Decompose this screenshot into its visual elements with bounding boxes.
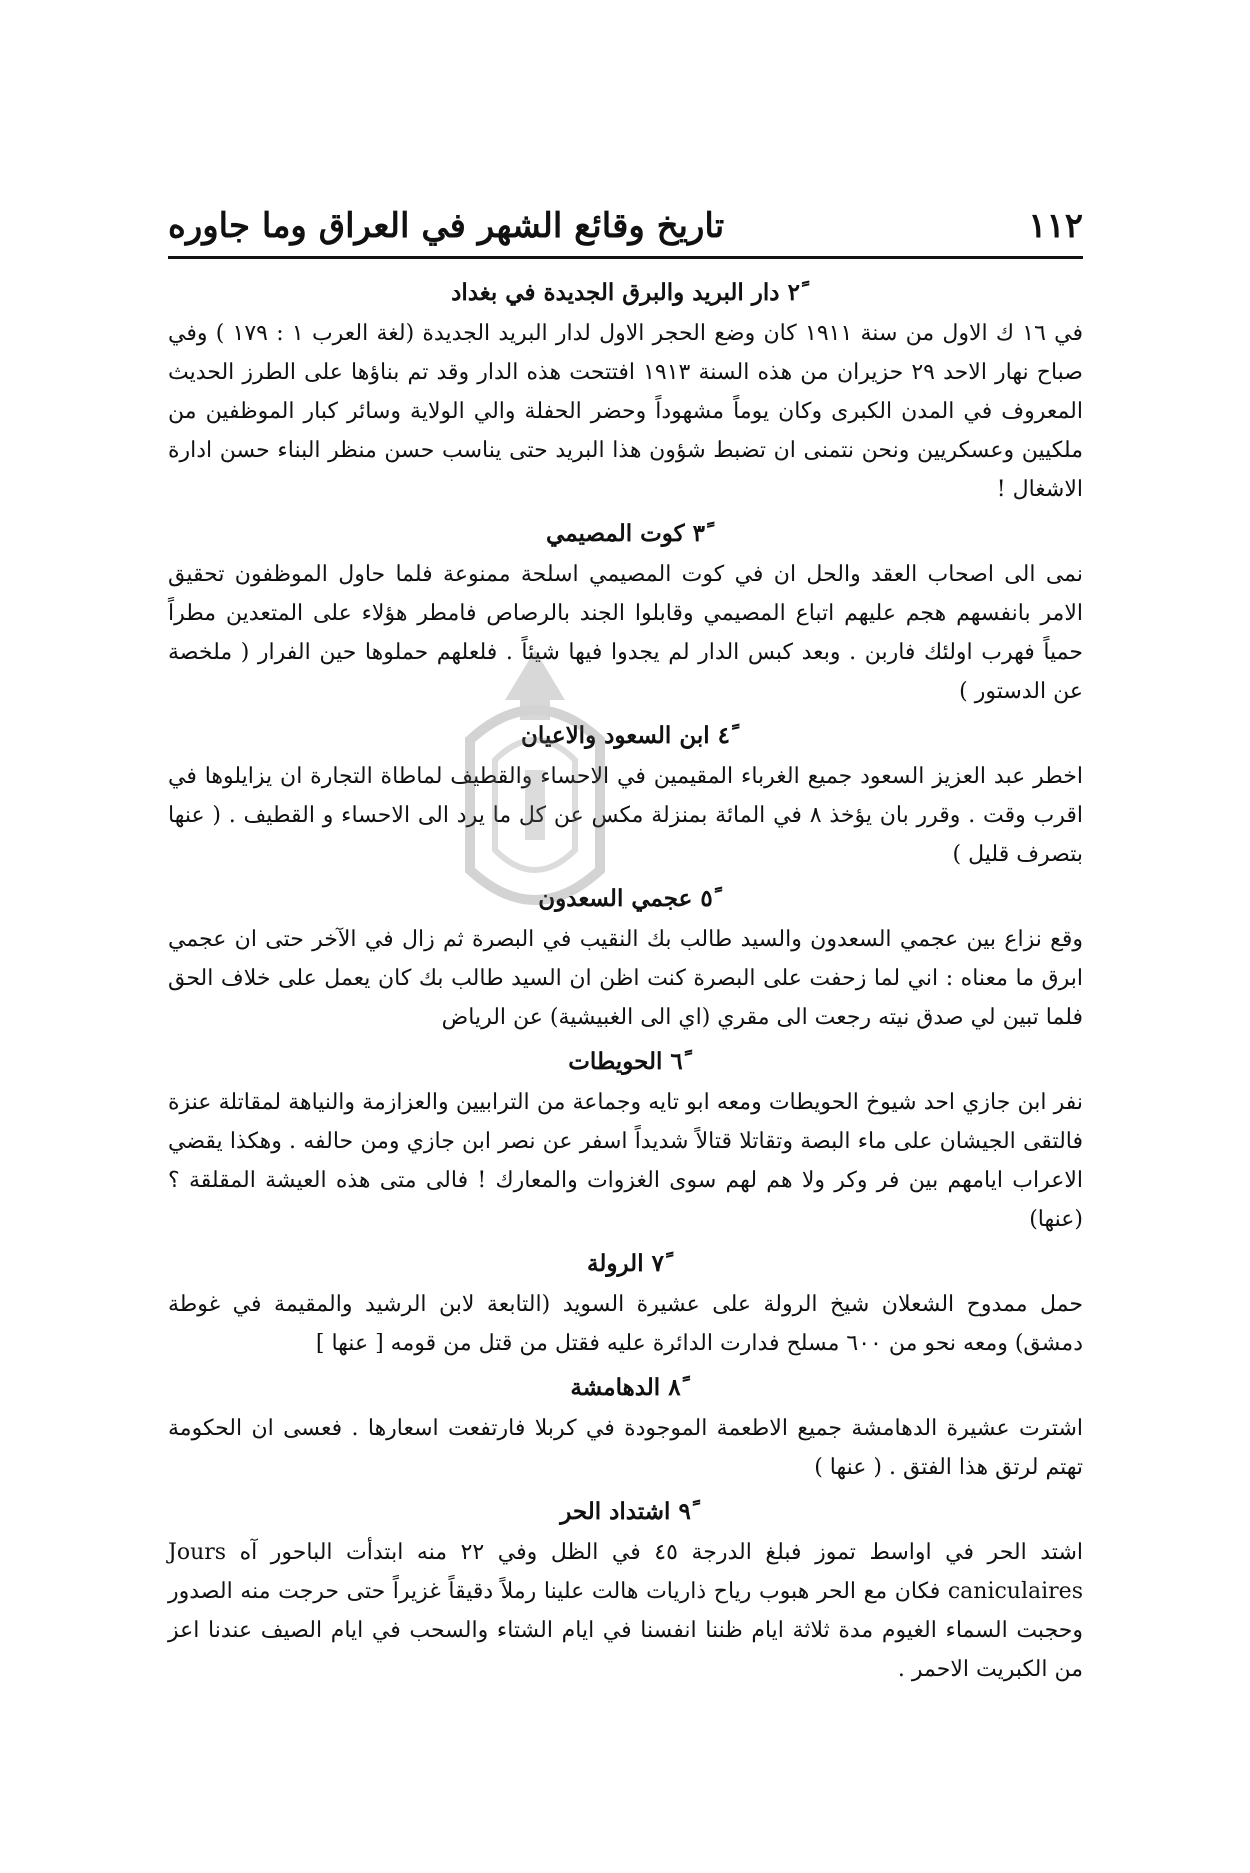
section-title: ٦ً الحويطات	[568, 1048, 683, 1075]
section-title: ٥ً عجمي السعدون	[538, 885, 713, 912]
section-paragraph: نفر ابن جازي احد شيوخ الحويطات ومعه ابو تايه وجماعة من الترابيين والعزازمة والنياهة لمقاتلة عنزة فالتقى الجيشان على ماء البصة وتقاتلا قتالاً شديداً اسفر عن نصر ابن جازي ومن حالفه . وهكذا يقضي الاعراب ايامهم بين فر وكر ولا هم لهم سوى الغزوات والمعارك ! فالى متى هذه العيشة المقلقة ؟ (عنها)	[168, 1090, 1083, 1232]
section-title: ٨ً الدهامشة	[570, 1374, 681, 1401]
section-paragraph: اشتد الحر في اواسط تموز فبلغ الدرجة ٤٥ في الظل وفي ٢٢ منه ابتدأت الباحور آه Jours caniculaires فكان مع الحر هبوب رياح ذاريات هالت علينا رملاً دقيقاً غزيراً حتى حرجت منه الصدور وحجبت السماء الغيوم مدة ثلاثة ايام ظننا انفسنا في ايام الشتاء والسحب في ايام الصيف عندنا اعز من الكبريت الاحمر .	[168, 1540, 1083, 1682]
section-title: ٤ً ابن السعود والاعيان	[521, 722, 730, 749]
header-rule	[168, 256, 1083, 259]
section-title: ٢ً دار البريد والبرق الجديدة في بغداد	[451, 279, 800, 306]
running-title: تاريخ وقائع الشهر في العراق وما جاوره	[168, 206, 725, 246]
section-paragraph: اخطر عبد العزيز السعود جميع الغرباء المقيمين في الاحساء والقطيف لماطاة التجارة ان يزايلوها في اقرب وقت . وقرر بان يؤخذ ٨ في المائة بمنزلة مكس عن كل ما يرد الى الاحساء و القطيف . ( عنها بتصرف قليل )	[168, 764, 1084, 867]
section-paragraph: نمى الى اصحاب العقد والحل ان في كوت المصيمي اسلحة ممنوعة فلما حاول الموظفون تحقيق الامر بانفسهم هجم عليهم اتباع المصيمي وقابلوا الجند بالرصاص فامطر هؤلاء على المتعدين مطراً حمياً فهرب اولئك فاربن . وبعد كبس الدار لم يجدوا فيها شيئاً . فلعلهم حملوها حين الفرار ( ملخصة عن الدستور )	[168, 562, 1083, 704]
section-paragraph: اشترت عشيرة الدهامشة جميع الاطعمة الموجودة في كربلا فارتفعت اسعارها . فعسى ان الحكومة تهتم لرتق هذا الفتق . ( عنها )	[168, 1416, 1083, 1480]
page-body	[168, 272, 1083, 1695]
section-title: ٧ً الرولة	[587, 1250, 664, 1277]
page-number: ١١٢	[1028, 206, 1083, 246]
library-watermark-emblem	[430, 640, 640, 950]
section-paragraph: حمل ممدوح الشعلان شيخ الرولة على عشيرة السويد (التابعة لابن الرشيد والمقيمة في غوطة دمشق) ومعه نحو من ٦٠٠ مسلح فدارت الدائرة عليه فقتل من قتل من قومه [ عنها ]	[168, 1292, 1083, 1356]
page-header	[168, 190, 1083, 246]
section-title: ٣ً كوت المصيمي	[546, 520, 705, 547]
section-title: ٩ً اشتداد الحر	[560, 1498, 691, 1525]
section-paragraph: وقع نزاع بين عجمي السعدون والسيد طالب بك النقيب في البصرة ثم زال في الآخر حتى ان عجمي ابرق ما معناه : اني لما زحفت على البصرة كنت اظن ان السيد طالب بك كان يعمل على خلاف الحق فلما تبين لي صدق نيته رجعت الى مقري (اي الى الغبيشية) عن الرياض	[168, 927, 1083, 1030]
section-paragraph: في ١٦ ك الاول من سنة ١٩١١ كان وضع الحجر الاول لدار البريد الجديدة (لغة العرب ١ : ١٧٩ ) وفي صباح نهار الاحد ٢٩ حزيران من هذه السنة ١٩١٣ افتتحت هذه الدار وقد تم بناؤها على الطرز الحديث المعروف في المدن الكبرى وكان يوماً مشهوداً وحضر الحفلة والي الولاية وسائر كبار الموظفين من ملكيين وعسكريين ونحن نتمنى ان تضبط شؤون هذا البريد حتى يناسب حسن منظر البناء حسن ادارة الاشغال !	[168, 321, 1083, 502]
